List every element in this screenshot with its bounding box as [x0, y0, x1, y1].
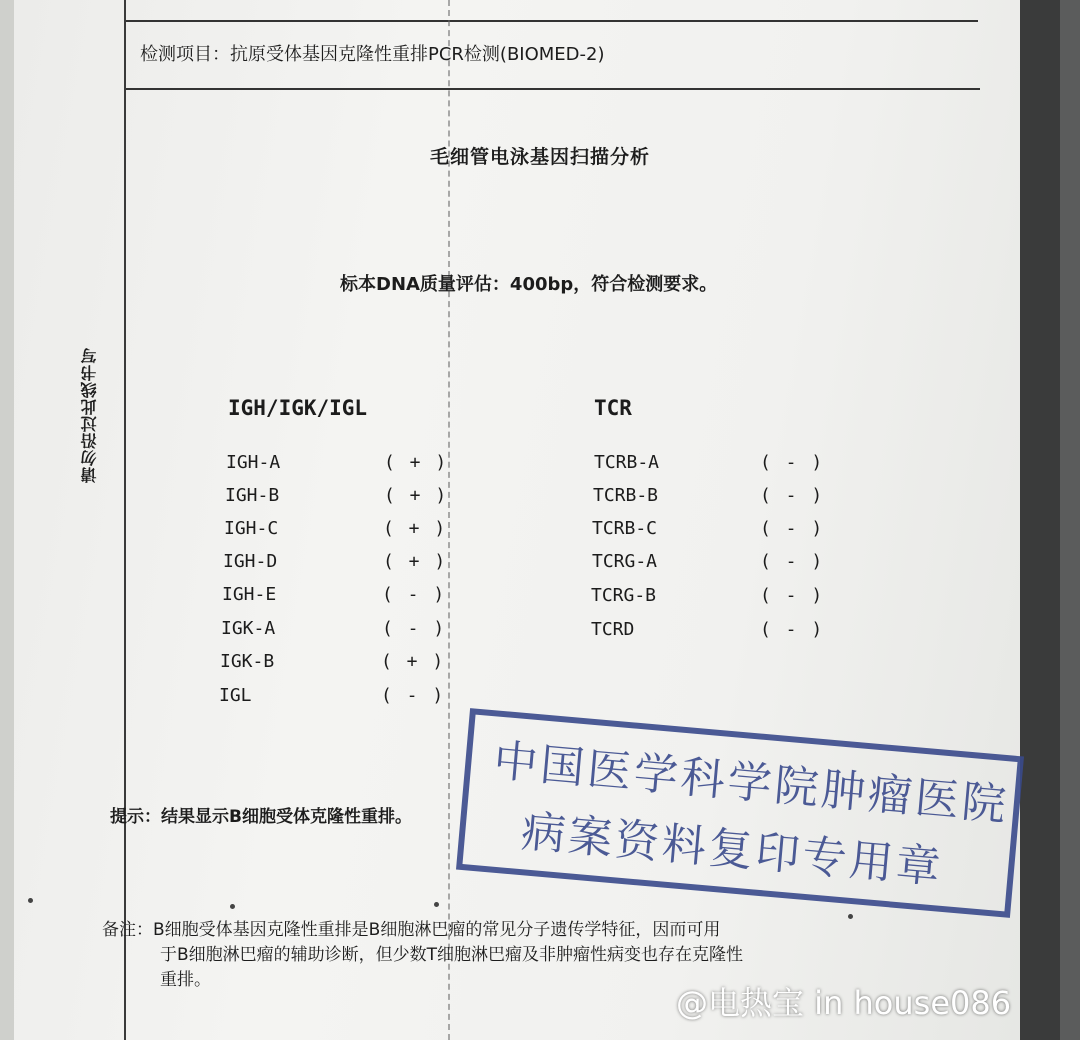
ig-code: IGH-D	[223, 551, 278, 572]
speck	[848, 914, 853, 919]
ig-result: ( + )	[381, 651, 446, 672]
background-edge-far	[1060, 0, 1080, 1040]
ig-code: IGH-A	[226, 452, 281, 473]
header-rule-bottom	[126, 88, 980, 90]
tcr-result: ( - )	[760, 452, 825, 473]
tcr-code: TCRD	[591, 619, 635, 640]
section-title: 毛细管电泳基因扫描分析	[430, 146, 651, 168]
tcr-result: ( - )	[760, 485, 825, 506]
ig-code: IGK-A	[221, 618, 276, 639]
ig-result: ( - )	[382, 618, 447, 639]
ig-result: ( + )	[383, 551, 448, 572]
speck	[230, 904, 235, 909]
ig-code: IGH-C	[224, 518, 279, 539]
tcr-code: TCRB-B	[593, 485, 659, 506]
ig-code: IGH-B	[225, 485, 280, 506]
watermark: @电热宝 in house086	[676, 984, 1012, 1022]
ig-result: ( - )	[382, 584, 447, 605]
ig-result: ( - )	[381, 685, 446, 706]
tcr-code: TCRB-C	[592, 518, 658, 539]
tcr-result: ( - )	[760, 518, 825, 539]
tcr-code: TCRB-A	[594, 452, 660, 473]
result-hint: 提示：结果显示B细胞受体克隆性重排。	[110, 807, 412, 827]
ig-code: IGH-E	[222, 584, 277, 605]
tcr-code: TCRG-B	[591, 585, 657, 606]
tcr-result: ( - )	[760, 619, 825, 640]
remark-line-2: 于B细胞淋巴瘤的辅助诊断，但少数T细胞淋巴瘤及非肿瘤性病变也存在克隆性	[160, 945, 744, 965]
sample-quality: 标本DNA质量评估：400bp，符合检测要求。	[340, 274, 718, 295]
tcr-result: ( - )	[760, 551, 825, 572]
stamp-line-2: 病案资料复印专用章	[519, 806, 946, 894]
speck	[28, 898, 33, 903]
ig-result: ( + )	[384, 452, 449, 473]
header-rule-top	[126, 20, 978, 22]
ig-code: IGK-B	[220, 651, 275, 672]
remark-line-3: 重排。	[160, 970, 211, 990]
stamp-line-1: 中国医学科学院肿瘤医院	[491, 735, 1011, 832]
binding-margin-line	[124, 0, 126, 1040]
binding-margin-note: 请勿沿过此线书写	[80, 347, 99, 483]
tcr-group-title: TCR	[594, 396, 632, 420]
tcr-code: TCRG-A	[592, 551, 658, 572]
ig-result: ( + )	[384, 485, 449, 506]
remark-line-1: 备注：B细胞受体基因克隆性重排是B细胞淋巴瘤的常见分子遗传学特征，因而可用	[102, 920, 721, 940]
speck	[434, 902, 439, 907]
test-item-label: 检测项目：抗原受体基因克隆性重排PCR检测(BIOMED-2)	[140, 44, 605, 65]
ig-group-title: IGH/IGK/IGL	[228, 396, 368, 420]
tcr-result: ( - )	[760, 585, 825, 606]
ig-code: IGL	[219, 685, 252, 706]
ig-result: ( + )	[383, 518, 448, 539]
